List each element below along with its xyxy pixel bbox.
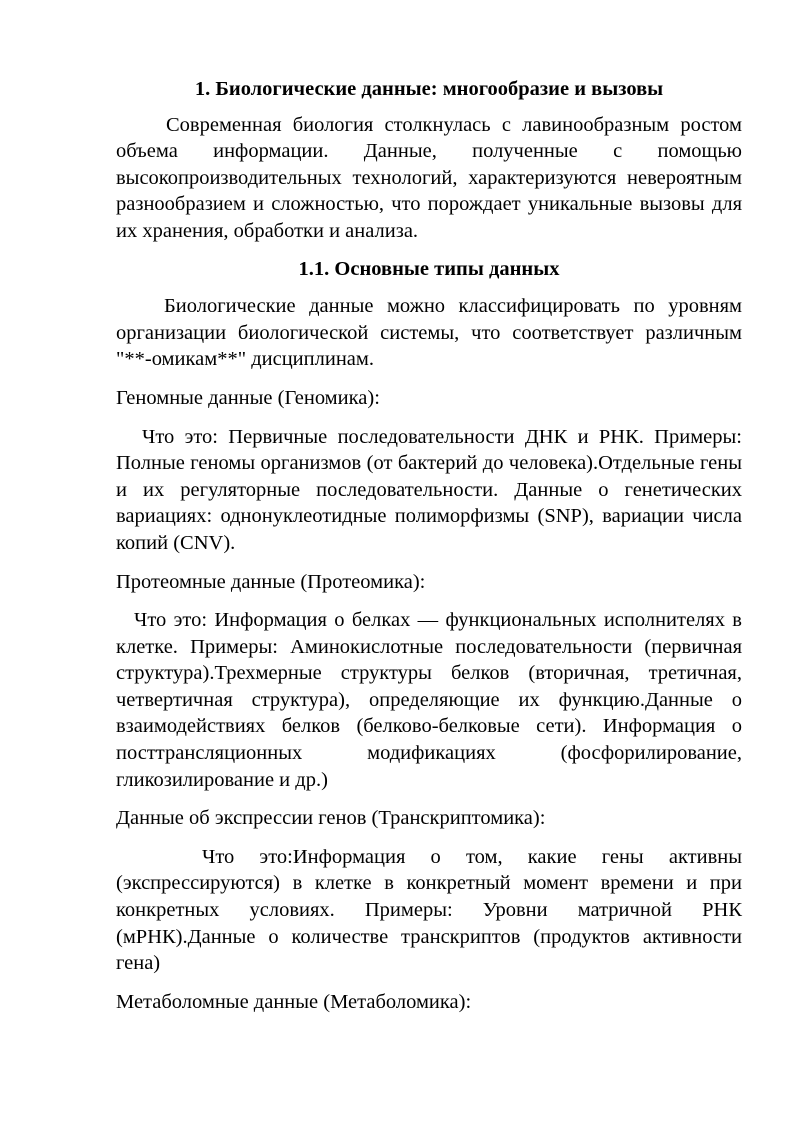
subsection-intro-paragraph: Биологические данные можно классифицировать по уровням организации биологической системы, что соответствует различным "**-омикам**" дисциплинам. xyxy=(116,295,742,371)
data-type-label-genomics: Геномные данные (Геномика): xyxy=(116,386,380,409)
data-type-text-proteomics: Что это: Информация о белках — функциональных исполнителях в клетке. Примеры: Аминокислотные последовательности (первичная структура).Трехмерные структуры белков (вторичная, третичная, четвертичная структура), определяющие их функцию.Данные о взаимодействиях белков (белково-белковые сети). Информация о посттрансляционных модификациях (фосфорилирование, гликозилирование и др.) xyxy=(116,609,742,791)
data-type-label-metabolomics: Метаболомные данные (Метаболомика): xyxy=(116,990,472,1013)
data-type-text-transcriptomics: Что это:Информация о том, какие гены активны (экспрессируются) в клетке в конкретный момент времени и при конкретных условиях. Примеры: Уровни матричной РНК (мРНК).Данные о количестве транскриптов (продуктов активности гена) xyxy=(116,845,742,975)
document-page xyxy=(116,76,742,1027)
section-intro-paragraph: Современная биология столкнулась с лавинообразным ростом объема информации. Данные, полученные с помощью высокопроизводительных технологий, характеризуются невероятным разнообразием и сложностью, что порождает уникальные вызовы для их хранения, обработки и анализа. xyxy=(116,113,742,242)
data-type-label-proteomics: Протеомные данные (Протеомика): xyxy=(116,570,426,593)
subsection-title: 1.1. Основные типы данных xyxy=(298,257,560,280)
data-type-text-genomics: Что это: Первичные последовательности ДНК и РНК. Примеры: Полные геномы организмов (от бактерий до человека).Отдельные гены и их регуляторные последовательности. Данные о генетических вариациях: однонуклеотидные полиморфизмы (SNP), вариации числа копий (CNV). xyxy=(116,425,742,554)
section-title: 1. Биологические данные: многообразие и вызовы xyxy=(194,78,664,100)
data-type-label-transcriptomics: Данные об экспрессии генов (Транскриптомика): xyxy=(116,807,546,830)
